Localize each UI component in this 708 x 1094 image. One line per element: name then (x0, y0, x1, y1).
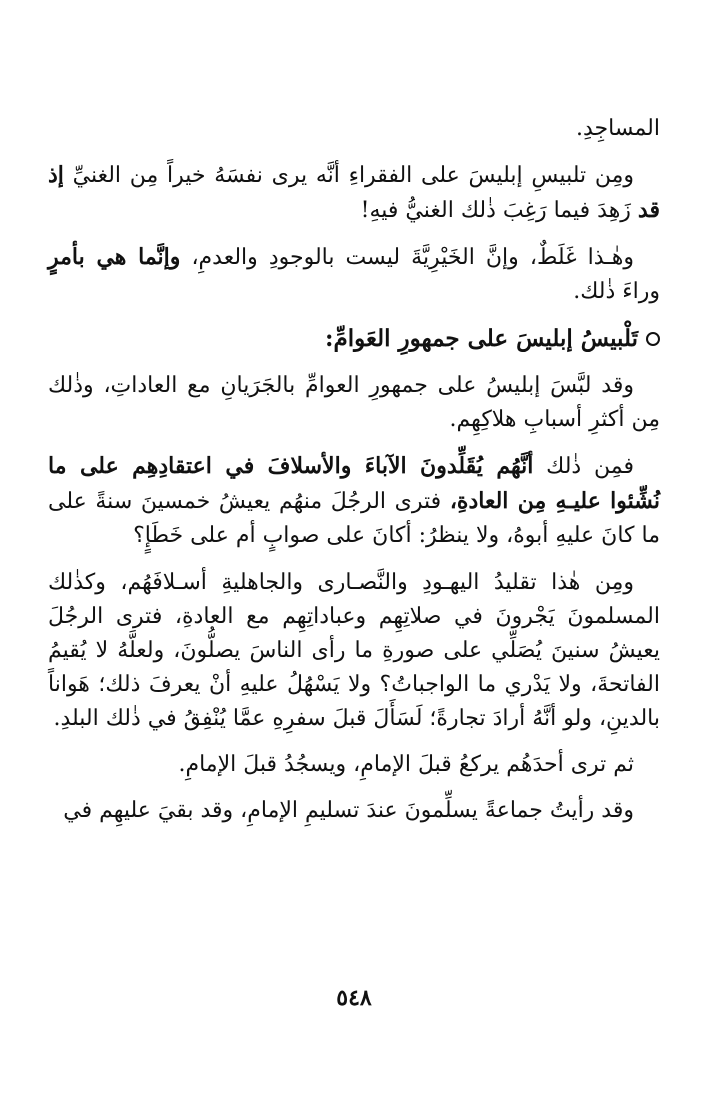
text-segment: وهٰـذا غَلَطٌ، وإنَّ الخَيْرِيَّةَ ليست بالوجودِ والعدمِ، (180, 245, 634, 271)
text-segment: ومِن هٰذا تقليدُ اليهـودِ والنَّصـارى والجاهليةِ أسـلافَهُم، وكذٰلك المسلمونَ يَجْرونَ في صلاتِهِم وعباداتِهِم مع العادةِ، فترى الرجُلَ يعيشُ سنينَ يُصَلِّي على صورةِ ما رأى الناسَ يصلُّونَ، ولعلَّهُ لا يُقيمُ الفاتحةَ، ولا يَدْري ما الواجباتُ؟ ولا يَسْهُلُ عليهِ أنْ يعرفَ ذلك؛ هَواناً بالدينِ، ولو أنَّهُ أرادَ تجارةً؛ لَسَأَلَ قبلَ سفرِهِ عمَّا يُنْفِقُ في ذٰلك البلدِ. (48, 569, 660, 731)
paragraph (48, 112, 660, 146)
bold-text-segment: أنَّهُم يُقَلِّدونَ الآباءَ والأسلافَ في اعتقادِهِم على ما نُشِّئوا عليـهِ مِن العادةِ، (48, 453, 661, 515)
paragraph-group-1 (48, 112, 660, 309)
paragraph (48, 369, 660, 437)
paragraph (48, 449, 660, 553)
paragraph (48, 794, 660, 828)
paragraph (48, 158, 660, 228)
page-number: ٥٤٨ (336, 985, 372, 1011)
paragraph (48, 748, 660, 782)
section-heading-text: تَلْبيسُ إبليسَ على جمهورِ العَوامِّ: (324, 325, 638, 353)
circle-bullet-icon (646, 332, 660, 346)
page-body (48, 112, 660, 828)
paragraph (48, 566, 660, 736)
text-segment: وقد رأيتُ جماعةً يسلِّمونَ عندَ تسليمِ الإمامِ، وقد بقيَ عليهِم في (63, 798, 634, 824)
paragraph (48, 240, 660, 309)
text-segment: وراءَ ذٰلك. (573, 279, 660, 305)
text-segment: زَهِدَ فيما رَغِبَ ذٰلك الغنيُّ فيهِ! (360, 198, 638, 224)
paragraph-group-2 (48, 369, 660, 828)
bold-text-segment: وإنَّما هي بأمرٍ (48, 244, 181, 271)
text-segment: المساجِدِ. (575, 116, 660, 141)
text-segment: ثم ترى أحدَهُم يركعُ قبلَ الإمامِ، ويسجُدُ قبلَ الإمامِ. (178, 752, 634, 778)
bold-text-segment: إذ قد (48, 162, 660, 224)
section-heading (48, 321, 660, 357)
text-segment: وقد لبَّسَ إبليسُ على جمهورِ العوامِّ بالجَرَيانِ مع العاداتِ، وذٰلك مِن أكثرِ أسبابِ هلاكِهِم. (48, 373, 660, 433)
text-segment: فمِن ذٰلك (533, 454, 634, 480)
text-segment: فترى الرجُلَ منهُم يعيشُ خمسينَ سنةً على ما كانَ عليهِ أبوهُ، ولا ينظرُ: أكانَ على صوابٍ أم على خَطَإٍ؟ (48, 489, 660, 549)
text-segment: ومِن تلبيسِ إبليسَ على الفقراءِ أنَّه يرى نفسَهُ خيراً مِن الغنيِّ (63, 163, 634, 189)
